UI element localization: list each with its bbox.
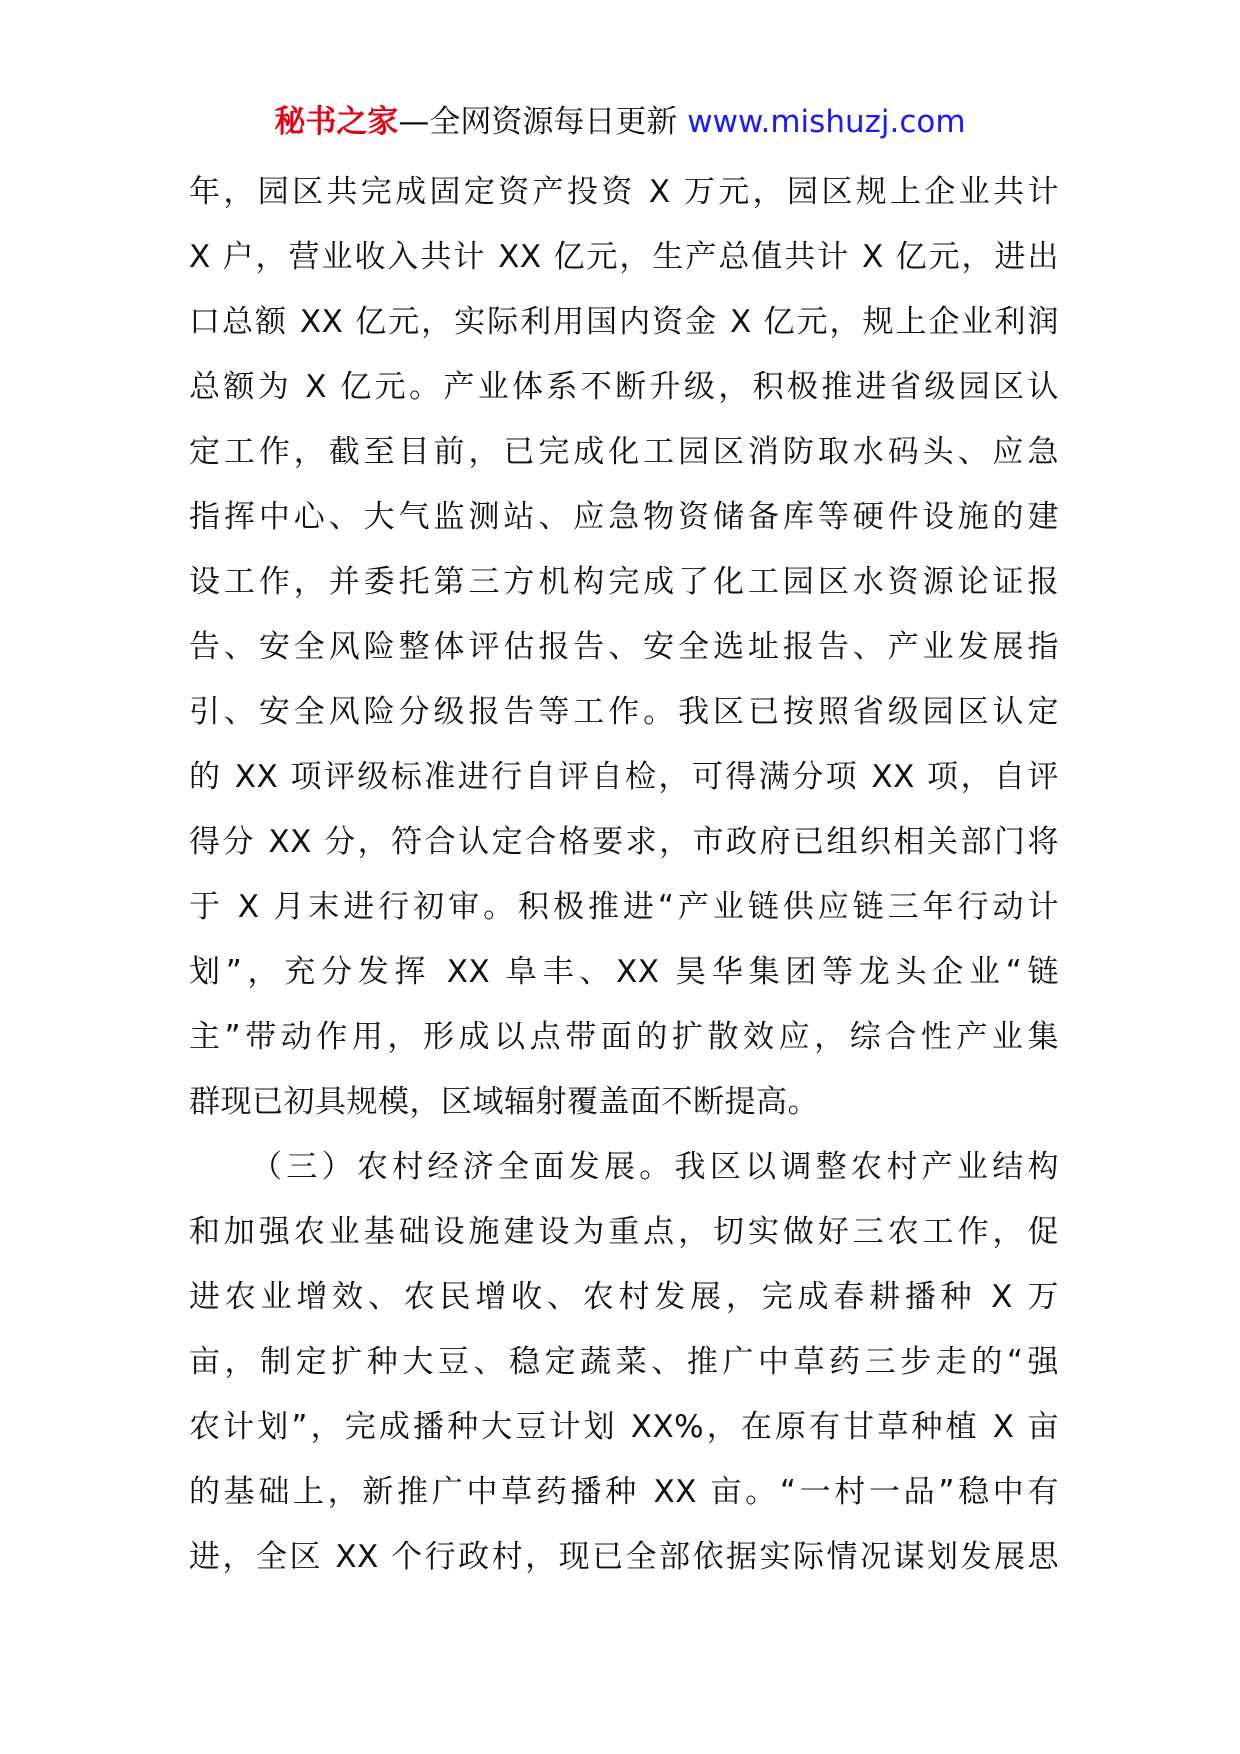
header-tagline: —全网资源每日更新: [398, 104, 678, 140]
section-heading-line: （三）农村经济全面发展。我区以调整农村产业结构: [251, 1149, 1059, 1185]
text-line: 进农业增效、农民增收、农村发展，完成春耕播种 X 万: [189, 1279, 1059, 1315]
text-line: 和加强农业基础设施建设为重点，切实做好三农工作，促: [189, 1214, 1059, 1250]
text-line: 定工作，截至目前，已完成化工园区消防取水码头、应急: [189, 434, 1059, 470]
site-header: [0, 100, 1240, 144]
text-line: X 户，营业收入共计 XX 亿元，生产总值共计 X 亿元，进出: [189, 239, 1059, 275]
text-line: 口总额 XX 亿元，实际利用国内资金 X 亿元，规上企业利润: [189, 304, 1059, 340]
text-line: 的 XX 项评级标准进行自评自检，可得满分项 XX 项，自评: [189, 759, 1059, 795]
text-line: 于 X 月末进行初审。积极推进“产业链供应链三年行动计: [189, 889, 1059, 925]
text-line: 进，全区 XX 个行政村，现已全部依据实际情况谋划发展思: [189, 1539, 1059, 1575]
text-line: 年，园区共完成固定资产投资 X 万元，园区规上企业共计: [189, 174, 1059, 210]
text-line: 农计划”，完成播种大豆计划 XX%，在原有甘草种植 X 亩: [189, 1409, 1059, 1445]
site-url-link[interactable]: www.mishuzj.com: [687, 104, 966, 140]
brand-name: 秘书之家: [274, 104, 399, 140]
text-line: 的基础上，新推广中草药播种 XX 亩。“一村一品”稳中有: [189, 1474, 1059, 1510]
text-line: 得分 XX 分，符合认定合格要求，市政府已组织相关部门将: [189, 824, 1059, 860]
text-line: 指挥中心、大气监测站、应急物资储备库等硬件设施的建: [189, 499, 1059, 535]
text-line: 划”，充分发挥 XX 阜丰、XX 昊华集团等龙头企业“链: [189, 954, 1059, 990]
text-line: 主”带动作用，形成以点带面的扩散效应，综合性产业集: [189, 1019, 1059, 1055]
text-line: 引、安全风险分级报告等工作。我区已按照省级园区认定: [189, 694, 1059, 730]
text-line: 亩，制定扩种大豆、稳定蔬菜、推广中草药三步走的“强: [189, 1344, 1059, 1380]
document-body: [189, 160, 1059, 1590]
paragraph-end-line: 群现已初具规模，区域辐射覆盖面不断提高。: [189, 1084, 819, 1120]
text-line: 告、安全风险整体评估报告、安全选址报告、产业发展指: [189, 629, 1059, 665]
text-line: 设工作，并委托第三方机构完成了化工园区水资源论证报: [189, 564, 1059, 600]
text-line: 总额为 X 亿元。产业体系不断升级，积极推进省级园区认: [189, 369, 1059, 405]
